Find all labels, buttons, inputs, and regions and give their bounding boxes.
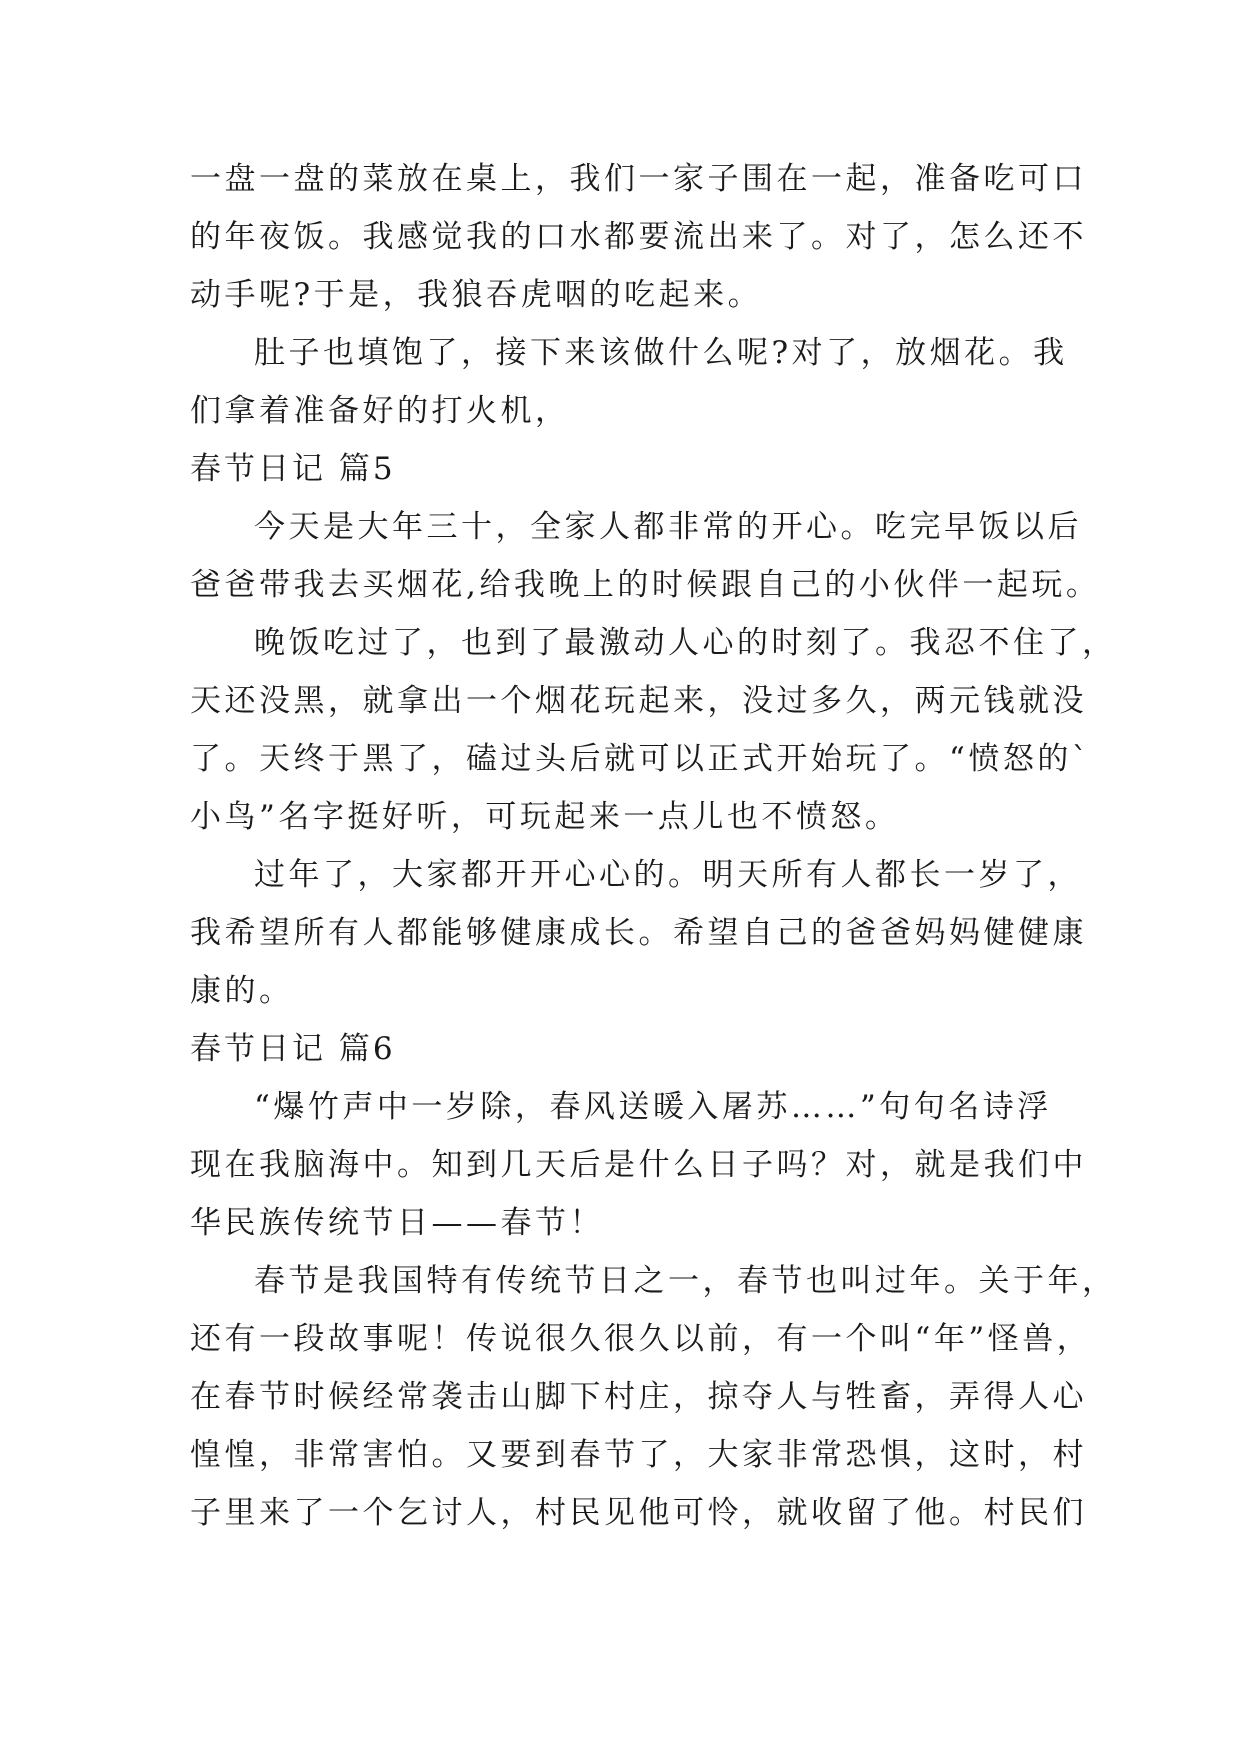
text-line: 们拿着准备好的打火机， — [190, 393, 570, 429]
text-line: 天还没黑，就拿出一个烟花玩起来，没过多久，两元钱就没 — [190, 683, 1087, 719]
text-line: 小鸟”名字挺好听，可玩起来一点儿也不愤怒。 — [190, 799, 900, 835]
text-line: 华民族传统节日——春节！ — [190, 1205, 604, 1241]
text-line: “爆竹声中一岁除，春风送暖入屠苏……”句句名诗浮 — [254, 1089, 1052, 1125]
text-line: 春节是我国特有传统节日之一，春节也叫过年。关于年， — [254, 1263, 1117, 1299]
text-line: 一盘一盘的菜放在桌上，我们一家子围在一起，准备吃可口 — [190, 161, 1087, 197]
text-line: 在春节时候经常袭击山脚下村庄，掠夺人与牲畜，弄得人心 — [190, 1379, 1087, 1415]
text-line: 子里来了一个乞讨人，村民见他可怜，就收留了他。村民们 — [190, 1495, 1087, 1531]
text-line: 肚子也填饱了，接下来该做什么呢?对了，放烟花。我 — [254, 335, 1068, 371]
text-line: 爸爸带我去买烟花,给我晚上的时候跟自己的小伙伴一起玩。 — [190, 567, 1101, 603]
text-line: 的年夜饭。我感觉我的口水都要流出来了。对了，怎么还不 — [190, 219, 1087, 255]
text-line: 今天是大年三十，全家人都非常的开心。吃完早饭以后 — [254, 509, 1082, 545]
section-heading: 春节日记 篇6 — [190, 1031, 396, 1067]
text-line: 还有一段故事呢！传说很久很久以前，有一个叫“年”怪兽， — [190, 1321, 1092, 1357]
text-line: 惶惶，非常害怕。又要到春节了，大家非常恐惧，这时，村 — [190, 1437, 1087, 1473]
document-page — [190, 150, 1117, 1542]
text-line: 康的。 — [190, 973, 294, 1009]
text-line: 动手呢?于是，我狼吞虎咽的吃起来。 — [190, 277, 763, 313]
text-line: 我希望所有人都能够健康成长。希望自己的爸爸妈妈健健康 — [190, 915, 1087, 951]
section-heading: 春节日记 篇5 — [190, 451, 396, 487]
text-line: 现在我脑海中。知到几天后是什么日子吗？对，就是我们中 — [190, 1147, 1087, 1183]
text-line: 晚饭吃过了，也到了最激动人心的时刻了。我忍不住了， — [254, 625, 1117, 661]
text-line: 了。天终于黑了，磕过头后就可以正式开始玩了。“愤怒的` — [190, 741, 1091, 777]
text-line: 过年了，大家都开开心心的。明天所有人都长一岁了， — [254, 857, 1082, 893]
